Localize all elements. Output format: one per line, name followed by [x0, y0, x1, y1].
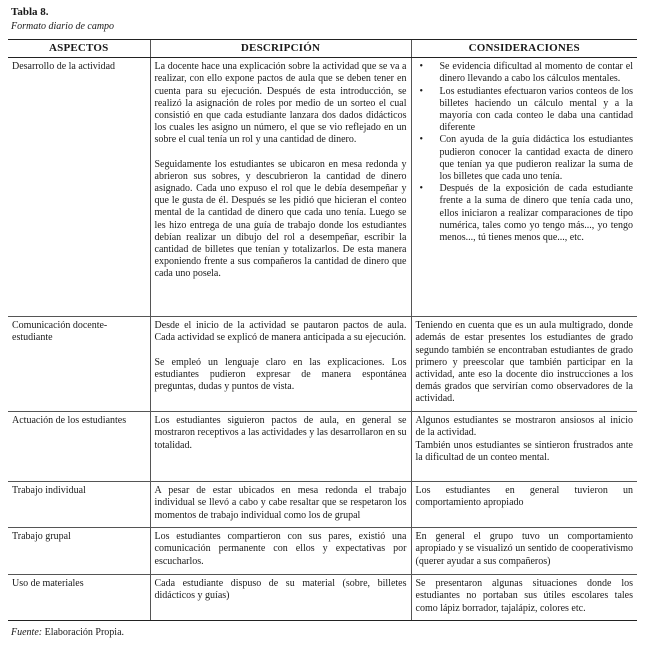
field-diary-table	[8, 39, 637, 621]
description-paragraph: Los estudiantes siguieron pactos de aula, en general se mostraron receptivos a las actividades y las desarrollaron en su totalidad.	[154, 415, 407, 451]
header-descripcion: DESCRIPCIÓN	[150, 40, 411, 58]
list-item: • Los estudiantes efectuaron varios conteos de los billetes haciendo un cálculo mental y a la mayoría con cada conteo le daba una cantidad diferente	[440, 86, 634, 135]
aspect-cell: Uso de materiales	[8, 575, 150, 621]
source-text: Elaboración Propia.	[42, 627, 125, 638]
list-item: • Se evidencia dificultad al momento de contar el dinero llevando a cabo los cálculos mentales.	[440, 61, 634, 85]
description-paragraph: Seguidamente los estudiantes se ubicaron en mesa redonda y abrieron sus sobres, y descubrieron la cantidad de dinero asignado. Cada uno expuso el rol que le debía desempeñar y que le gusta de él. Después se les pidió que hicieran el conteo mental de la cantidad de dinero que cada uno tenía. Luego se les hizo entrega de una guía de trabajo donde los estudiantes debían realizar un dibujo del rol a desempeñar, escribir la cantidad de billetes que tenían y totalizarlos. De esta manera exponiendo frente a sus compañeros la cantidad de dinero que cada uno posela.	[154, 158, 407, 280]
considerations-list	[416, 61, 634, 244]
description-cell	[150, 412, 411, 482]
aspect-cell: Comunicación docente-estudiante	[8, 317, 150, 412]
source-label: Fuente:	[11, 627, 43, 638]
table-row	[8, 317, 637, 412]
considerations-cell: Se presentaron algunas situaciones donde los estudiantes no portaban sus útiles escolares tales como lápiz borrador, tajalápiz, colores etc.	[411, 575, 637, 621]
considerations-cell: Teniendo en cuenta que es un aula multigrado, donde además de estar presentes los estudiantes de grado segundo también se encontraban estudiantes de grado primero y preescolar que también participar en la actividad, ante eso la docente dio instrucciones a los demás grados que servirían como observadores de la actividad.	[411, 317, 637, 412]
description-cell	[150, 482, 411, 528]
table-row	[8, 528, 637, 575]
table-row	[8, 575, 637, 621]
considerations-cell: En general el grupo tuvo un comportamiento apropiado y se visualizó un sentido de cooperativismo (querer ayudar a sus compañeros)	[411, 528, 637, 575]
description-cell	[150, 575, 411, 621]
description-paragraph: Desde el inicio de la actividad se pautaron pactos de aula. Cada actividad se explicó de manera anticipada a su ejecución.	[154, 320, 407, 344]
description-cell	[150, 317, 411, 412]
considerations-cell	[411, 58, 637, 317]
table-header-row	[8, 40, 637, 58]
list-item: • Después de la exposición de cada estudiante frente a la suma de dinero que tenía cada uno, ellos iniciaron a realizar comparaciones de tipo numérica, tales como yo tengo más..., yo tengo menos..., tú tienes menos que..., etc.	[440, 183, 634, 244]
description-paragraph: A pesar de estar ubicados en mesa redonda el trabajo individual se llevó a cabo y cabe resaltar que se respetaron los momentos de trabajo individual como los de grupal	[154, 485, 407, 521]
table-row	[8, 58, 637, 317]
aspect-cell: Trabajo individual	[8, 482, 150, 528]
considerations-paragraph: Algunos estudiantes se mostraron ansiosos al inicio de la actividad.	[415, 415, 633, 439]
source-note	[11, 627, 124, 638]
description-paragraph: Cada estudiante dispuso de su material (sobre, billetes didácticos y guías)	[154, 578, 407, 602]
description-paragraph: La docente hace una explicación sobre la actividad que se va a realizar, con ello expone pactos de aula que se deben tener en cuenta para su ejecución. Después de esta introducción, se realizó la asignación de roles por medio de un sorteo el cual consistió en que cada estudiante lanzara dos dados didácticos los cuales les asigno un número, el que se vio reflejado en un sobre el cual tenía un rol y una cantidad de dinero.	[154, 61, 407, 146]
header-consideraciones: CONSIDERACIONES	[411, 40, 637, 58]
considerations-cell: Los estudiantes en general tuvieron un comportamiento apropiado	[411, 482, 637, 528]
considerations-paragraph: También unos estudiantes se sintieron frustrados ante la dificultad de un conteo mental.	[415, 439, 633, 463]
table-row	[8, 482, 637, 528]
header-aspectos: ASPECTOS	[8, 40, 150, 58]
table-caption-subtitle: Formato diario de campo	[11, 21, 115, 32]
aspect-cell: Trabajo grupal	[8, 528, 150, 575]
description-paragraph: Se empleó un lenguaje claro en las explicaciones. Los estudiantes pudieron expresar de manera espontánea preguntas, dudas y puntos de vista.	[154, 356, 407, 393]
description-cell	[150, 528, 411, 575]
description-paragraph: Los estudiantes compartieron con sus pares, existió una comunicación permanente con ellos y expectativas por escucharlos.	[154, 531, 407, 567]
aspect-cell: Desarrollo de la actividad	[8, 58, 150, 317]
list-item: • Con ayuda de la guía didáctica los estudiantes pudieron conocer la cantidad exacta de dinero que tenían ya que pudieron realizar la suma de los billetes que cada uno tenía.	[440, 134, 634, 183]
table-caption-title: Tabla 8.	[11, 6, 49, 18]
table-row	[8, 412, 637, 482]
considerations-cell	[411, 412, 637, 482]
description-cell	[150, 58, 411, 317]
aspect-cell: Actuación de los estudiantes	[8, 412, 150, 482]
